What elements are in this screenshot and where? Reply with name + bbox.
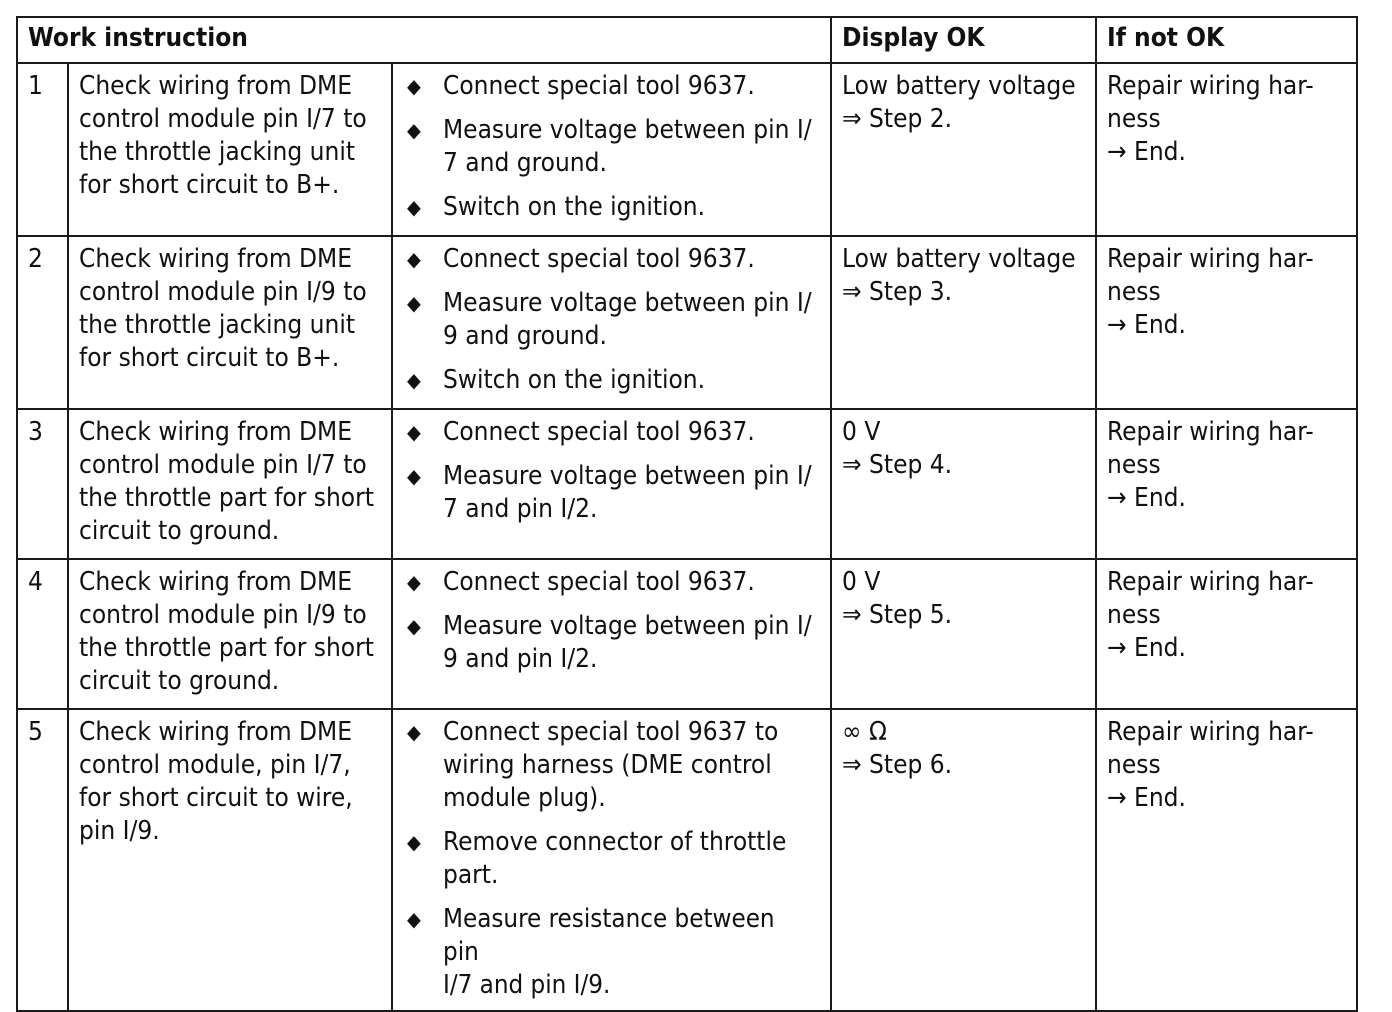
procedure-steps [392,236,831,409]
diamond-bullet-icon: ◆ [407,247,421,271]
if-not-ok-cell [1096,236,1357,409]
diamond-bullet-icon: ◆ [407,907,421,931]
table-row [17,559,1357,709]
procedure-item [403,191,820,224]
if-not-ok-cell [1096,63,1357,236]
display-ok-cell [831,709,1096,1011]
if-not-ok-text: Repair wiring har- ness → End. [1107,567,1314,663]
step-number: 4 [17,559,68,709]
display-ok-cell [831,409,1096,559]
display-ok-cell [831,236,1096,409]
table-row [17,63,1357,236]
procedure-text: Measure voltage between pin I/ 9 and ground. [443,288,812,351]
check-description [68,236,392,409]
procedure-text: Connect special tool 9637. [443,567,755,597]
procedure-item [403,416,820,449]
diamond-bullet-icon: ◆ [407,614,421,638]
check-text: Check wiring from DME control module pin I/9 to the throttle jacking unit for short circuit to B+. [79,244,367,373]
procedure-text: Remove connector of throttle part. [443,827,787,890]
work-instruction-table [16,16,1358,1012]
procedure-list [403,243,820,397]
procedure-item [403,610,820,676]
procedure-item [403,364,820,397]
procedure-item [403,70,820,103]
step-number: 5 [17,709,68,1011]
if-not-ok-cell [1096,559,1357,709]
diamond-bullet-icon: ◆ [407,368,421,392]
display-ok-text: 0 V ⇒ Step 5. [842,567,953,630]
check-text: Check wiring from DME control module pin I/7 to the throttle part for short circuit to ground. [79,417,374,546]
procedure-item [403,716,820,815]
diamond-bullet-icon: ◆ [407,830,421,854]
header-if-not-ok: If not OK [1096,17,1357,63]
procedure-steps [392,409,831,559]
procedure-item [403,903,820,1002]
display-ok-text: Low battery voltage ⇒ Step 2. [842,71,1076,134]
display-ok-cell [831,63,1096,236]
diamond-bullet-icon: ◆ [407,464,421,488]
check-text: Check wiring from DME control module pin I/7 to the throttle jacking unit for short circuit to B+. [79,71,367,200]
procedure-text: Measure resistance between pin I/7 and pin I/9. [443,904,775,1000]
diamond-bullet-icon: ◆ [407,291,421,315]
procedure-item [403,114,820,180]
diamond-bullet-icon: ◆ [407,195,421,219]
step-number: 1 [17,63,68,236]
procedure-text: Switch on the ignition. [443,365,706,395]
step-number: 2 [17,236,68,409]
if-not-ok-cell [1096,409,1357,559]
if-not-ok-cell [1096,709,1357,1011]
procedure-text: Connect special tool 9637. [443,417,755,447]
procedure-text: Switch on the ignition. [443,192,706,222]
if-not-ok-text: Repair wiring har- ness → End. [1107,244,1314,340]
table-row [17,709,1357,1011]
if-not-ok-text: Repair wiring har- ness → End. [1107,71,1314,167]
procedure-item [403,826,820,892]
if-not-ok-text: Repair wiring har- ness → End. [1107,717,1314,813]
check-description [68,409,392,559]
procedure-text: Measure voltage between pin I/ 9 and pin I/2. [443,611,812,674]
procedure-text: Connect special tool 9637. [443,244,755,274]
procedure-item [403,287,820,353]
procedure-steps [392,63,831,236]
check-text: Check wiring from DME control module, pin I/7, for short circuit to wire, pin I/9. [79,717,353,846]
if-not-ok-text: Repair wiring har- ness → End. [1107,417,1314,513]
procedure-item [403,460,820,526]
procedure-steps [392,559,831,709]
diamond-bullet-icon: ◆ [407,570,421,594]
procedure-text: Measure voltage between pin I/ 7 and pin I/2. [443,461,812,524]
step-number: 3 [17,409,68,559]
diamond-bullet-icon: ◆ [407,118,421,142]
check-description [68,709,392,1011]
display-ok-text: Low battery voltage ⇒ Step 3. [842,244,1076,307]
procedure-steps [392,709,831,1011]
diamond-bullet-icon: ◆ [407,74,421,98]
table-row [17,236,1357,409]
display-ok-cell [831,559,1096,709]
diamond-bullet-icon: ◆ [407,720,421,744]
table-body [17,63,1357,1011]
check-text: Check wiring from DME control module pin I/9 to the throttle part for short circuit to ground. [79,567,374,696]
table-row [17,409,1357,559]
procedure-text: Connect special tool 9637. [443,71,755,101]
check-description [68,559,392,709]
procedure-list [403,70,820,224]
procedure-list [403,416,820,526]
procedure-text: Measure voltage between pin I/ 7 and ground. [443,115,812,178]
header-work-instruction: Work instruction [17,17,831,63]
check-description [68,63,392,236]
table-header-row [17,17,1357,63]
procedure-list [403,716,820,1002]
procedure-text: Connect special tool 9637 to wiring harness (DME control module plug). [443,717,779,813]
procedure-item [403,243,820,276]
header-display-ok: Display OK [831,17,1096,63]
display-ok-text: 0 V ⇒ Step 4. [842,417,953,480]
diamond-bullet-icon: ◆ [407,420,421,444]
display-ok-text: ∞ Ω ⇒ Step 6. [842,717,953,780]
procedure-item [403,566,820,599]
procedure-list [403,566,820,676]
